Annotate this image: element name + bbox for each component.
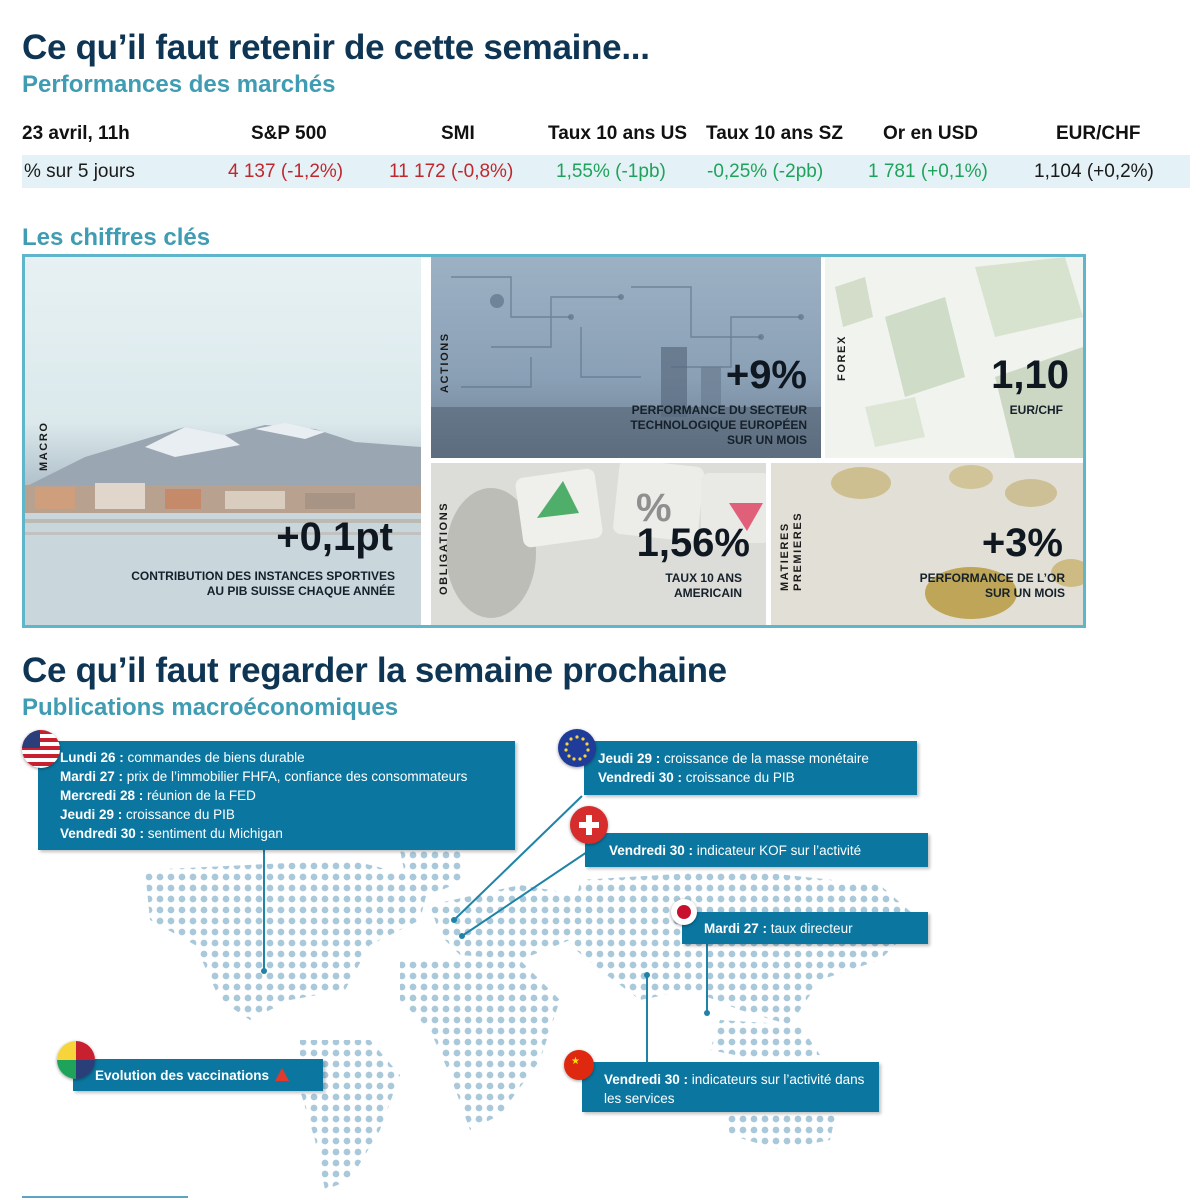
next-week-title: Ce qu’il faut regarder la semaine prochaine <box>22 651 727 690</box>
col-or-usd: Or en USD <box>883 123 979 144</box>
forex-value: 1,10 <box>991 353 1069 397</box>
row-label: % sur 5 jours <box>24 161 135 182</box>
matieres-label: MATIERES PREMIERES <box>779 511 804 591</box>
jp-event-0: Mardi 27 : taux directeur <box>704 921 853 936</box>
obligations-label: OBLIGATIONS <box>438 501 450 595</box>
value-taux-sz: -0,25% (-2pb) <box>707 161 824 182</box>
world-events-box: Evolution des vaccinations <box>73 1059 323 1091</box>
page-subtitle: Performances des marchés <box>22 71 336 98</box>
actions-label: ACTIONS <box>439 332 451 393</box>
actions-value: +9% <box>725 353 807 397</box>
cn-connector <box>646 975 648 1063</box>
date-label: 23 avril, 11h <box>22 123 130 144</box>
market-table-row <box>22 155 1190 188</box>
macro-caption: CONTRIBUTION DES INSTANCES SPORTIVES AU PIB SUISSE CHAQUE ANNÉE <box>131 569 395 598</box>
cn-event-0: Vendredi 30 : indicateurs sur l’activité dans les services <box>604 1072 865 1106</box>
eu-event-1: Vendredi 30 : croissance du PIB <box>598 770 795 785</box>
macro-tile <box>25 257 421 625</box>
eu-flag-icon <box>558 729 596 767</box>
us-event-1: Mardi 27 : prix de l’immobilier FHFA, confiance des consommateurs <box>60 769 468 784</box>
macro-value: +0,1pt <box>276 515 393 559</box>
obligations-tile <box>431 463 766 625</box>
jp-events-box <box>682 912 928 944</box>
world-flags-icon <box>57 1041 95 1079</box>
actions-tile <box>431 257 821 458</box>
ch-events-box <box>585 833 928 867</box>
eu-event-0: Jeudi 29 : croissance de la masse monétaire <box>598 751 869 766</box>
forex-caption: EUR/CHF <box>1009 403 1063 417</box>
eu-events-box <box>584 741 917 795</box>
matieres-tile <box>771 463 1083 625</box>
macro-label: MACRO <box>38 421 50 471</box>
value-taux-us: 1,55% (-1pb) <box>556 161 666 182</box>
key-figures-panel <box>22 254 1086 628</box>
svg-text:%: % <box>636 486 672 530</box>
ch-event-0: Vendredi 30 : indicateur KOF sur l’activité <box>609 843 862 858</box>
warning-icon <box>275 1068 289 1081</box>
value-sp500: 4 137 (-1,2%) <box>228 161 344 182</box>
cn-marker <box>644 972 650 978</box>
col-eurchf: EUR/CHF <box>1056 123 1141 144</box>
forex-label: FOREX <box>836 335 848 381</box>
forex-tile <box>825 257 1083 458</box>
us-connector <box>263 850 265 970</box>
matieres-value: +3% <box>981 521 1063 565</box>
cn-events-box <box>582 1062 879 1112</box>
us-events-box <box>38 741 515 850</box>
col-sp500: S&P 500 <box>251 123 327 144</box>
swiss-flag-icon <box>570 806 608 844</box>
us-event-4: Vendredi 30 : sentiment du Michigan <box>60 826 283 841</box>
obligations-caption: TAUX 10 ANS AMERICAIN <box>665 571 742 600</box>
japan-flag-icon <box>671 899 697 925</box>
col-smi: SMI <box>441 123 475 144</box>
china-flag-icon: ★ <box>564 1050 594 1080</box>
key-figures-title: Les chiffres clés <box>22 224 211 251</box>
value-smi: 11 172 (-0,8%) <box>389 161 514 182</box>
us-event-0: Lundi 26 : commandes de biens durable <box>60 750 305 765</box>
us-flag-icon <box>22 730 60 768</box>
page-title: Ce qu’il faut retenir de cette semaine... <box>22 28 650 67</box>
next-week-subtitle: Publications macroéconomiques <box>22 694 399 721</box>
col-taux-us: Taux 10 ans US <box>548 123 688 144</box>
footer-divider <box>22 1196 188 1198</box>
us-event-3: Jeudi 29 : croissance du PIB <box>60 807 235 822</box>
jp-connector <box>706 943 708 1013</box>
actions-caption: PERFORMANCE DU SECTEUR TECHNOLOGIQUE EUROPÉEN SUR UN MOIS <box>630 403 807 447</box>
col-taux-sz: Taux 10 ans SZ <box>706 123 843 144</box>
market-table-header <box>22 118 1192 150</box>
obligations-value: 1,56% <box>636 521 750 565</box>
us-marker <box>261 968 267 974</box>
value-eurchf: 1,104 (+0,2%) <box>1034 161 1154 182</box>
us-event-2: Mercredi 28 : réunion de la FED <box>60 788 256 803</box>
jp-marker <box>704 1010 710 1016</box>
value-or-usd: 1 781 (+0,1%) <box>868 161 988 182</box>
matieres-caption: PERFORMANCE DE L’OR SUR UN MOIS <box>919 571 1065 600</box>
